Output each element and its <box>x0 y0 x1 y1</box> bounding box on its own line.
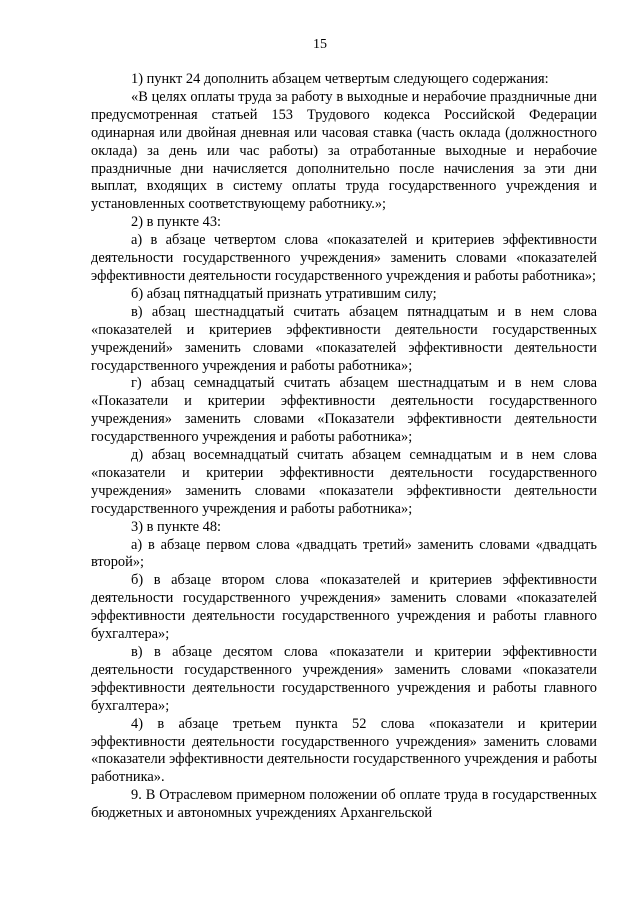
paragraph-item-2d: д) абзац восемнадцатый считать абзацем семнадцатым и в нем слова «показатели и критерии эффективности деятельности государственного учреждения» заменить словами «показатели эффективности деятельности государственного учреждения и работы работника»; <box>91 447 597 517</box>
document-body <box>91 71 597 823</box>
paragraph-item-4: 4) в абзаце третьем пункта 52 слова «показатели и критерии эффективности деятельности государственного учреждения» заменить словами «показатели эффективности деятельности государственного учреждения и работы работника». <box>91 715 597 786</box>
paragraph-section-9: 9. В Отраслевом примерном положении об оплате труда в государственных бюджетных и автономных учреждениях Архангельской <box>91 787 597 822</box>
paragraph-quote-overtime-pay: «В целях оплаты труда за работу в выходные и нерабочие праздничные дни предусмотренная статьей 153 Трудового кодекса Российской Федерации одинарная или двойная дневная или часовая ставка (часть оклада (должностного оклада) за день или час работы) за отработанные выходные и нерабочие праздничные дни начисляется дополнительно после начисления за эти дни выплат, входящих в систему оплаты труда государственного учреждения и установленных соответствующему работнику.»; <box>91 88 597 213</box>
paragraph-item-2v: в) абзац шестнадцатый считать абзацем пятнадцатым и в нем слова «показателей и критериев эффективности деятельности государственных учреждений» заменить словами «показателей эффективности деятельности государственного учреждения и работы работника»; <box>91 303 597 374</box>
paragraph-item-3v: в) в абзаце десятом слова «показатели и критерии эффективности деятельности государственного учреждения» заменить словами «показатели эффективности деятельности государственного учреждения и работы главного бухгалтера»; <box>91 644 597 714</box>
paragraph-item-3: 3) в пункте 48: <box>131 518 222 535</box>
paragraph-item-2a: а) в абзаце четвертом слова «показателей и критериев эффективности деятельности государственного учреждения» заменить словами «показателей эффективности деятельности государственного учреждения и работы работника»; <box>91 232 597 284</box>
page-number: 15 <box>313 37 327 52</box>
paragraph-item-3b: б) в абзаце втором слова «показателей и критериев эффективности деятельности государственного учреждения» заменить словами «показателей эффективности деятельности государственного учреждения и работы главного бухгалтера»; <box>91 572 597 643</box>
paragraph-item-2b: б) абзац пятнадцатый признать утратившим силу; <box>131 285 437 302</box>
paragraph-item-2: 2) в пункте 43: <box>131 214 222 231</box>
paragraph-item-1: 1) пункт 24 дополнить абзацем четвертым следующего содержания: <box>131 71 549 87</box>
paragraph-item-3a: а) в абзаце первом слова «двадцать третий» заменить словами «двадцать второй»; <box>91 536 597 571</box>
paragraph-item-2g: г) абзац семнадцатый считать абзацем шестнадцатым и в нем слова «Показатели и критерии эффективности деятельности государственного учреждения» заменить словами «Показатели эффективности деятельности государственного учреждения и работы работника»; <box>91 375 597 446</box>
